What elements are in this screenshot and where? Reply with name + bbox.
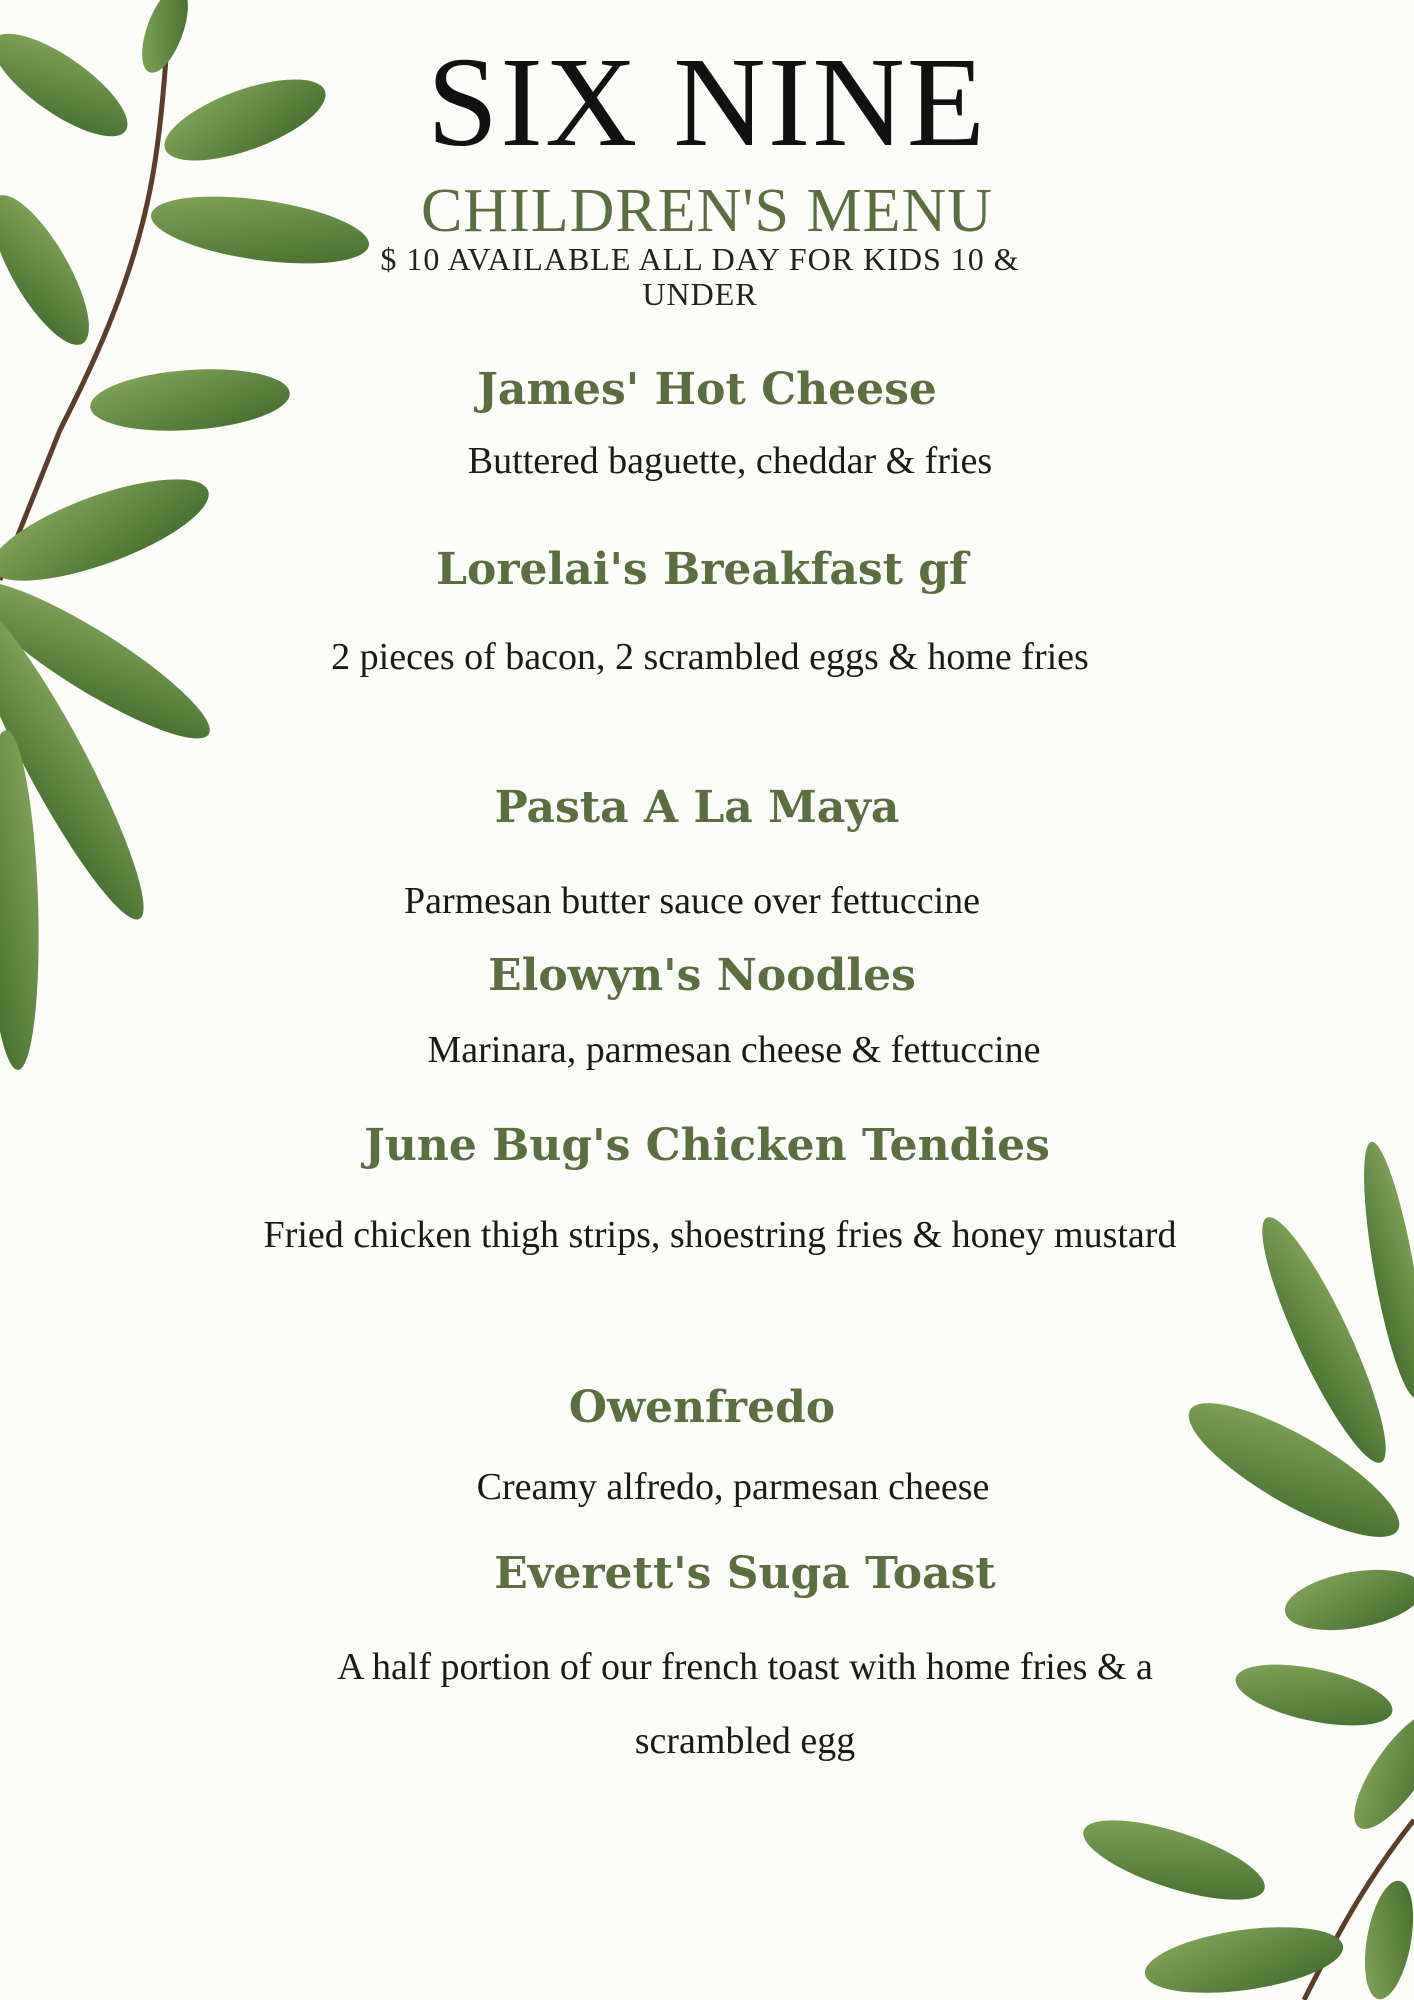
menu-item-description: Creamy alfredo, parmesan cheese [476, 1466, 990, 1508]
menu-item-description: Marinara, parmesan cheese & fettuccine [427, 1029, 1041, 1071]
menu-title: CHILDREN'S MENU [420, 177, 994, 245]
menu-item-name: Pasta A La Maya [494, 782, 900, 833]
menu-item-description: A half portion of our french toast with home fries & a scrambled egg [337, 1646, 1153, 1762]
menu-item-description: Parmesan butter sauce over fettuccine [403, 880, 981, 922]
restaurant-name: SIX NINE [427, 31, 987, 173]
menu-item-name: Lorelai's Breakfast gf [436, 544, 968, 595]
menu-item-name: Owenfredo [568, 1382, 836, 1433]
menu-item-name: Everett's Suga Toast [494, 1548, 996, 1599]
menu-item-name: June Bug's Chicken Tendies [364, 1120, 1050, 1171]
menu-item-description: Fried chicken thigh strips, shoestring fries & honey mustard [263, 1214, 1177, 1256]
price-tagline: $ 10 AVAILABLE ALL DAY FOR KIDS 10 & UNDER [380, 241, 1020, 312]
menu-item-name: James' Hot Cheese [477, 364, 937, 415]
menu-item-description: 2 pieces of bacon, 2 scrambled eggs & home fries [331, 636, 1089, 678]
menu-item-description: Buttered baguette, cheddar & fries [467, 440, 993, 482]
menu-item-name: Elowyn's Noodles [488, 950, 916, 1001]
